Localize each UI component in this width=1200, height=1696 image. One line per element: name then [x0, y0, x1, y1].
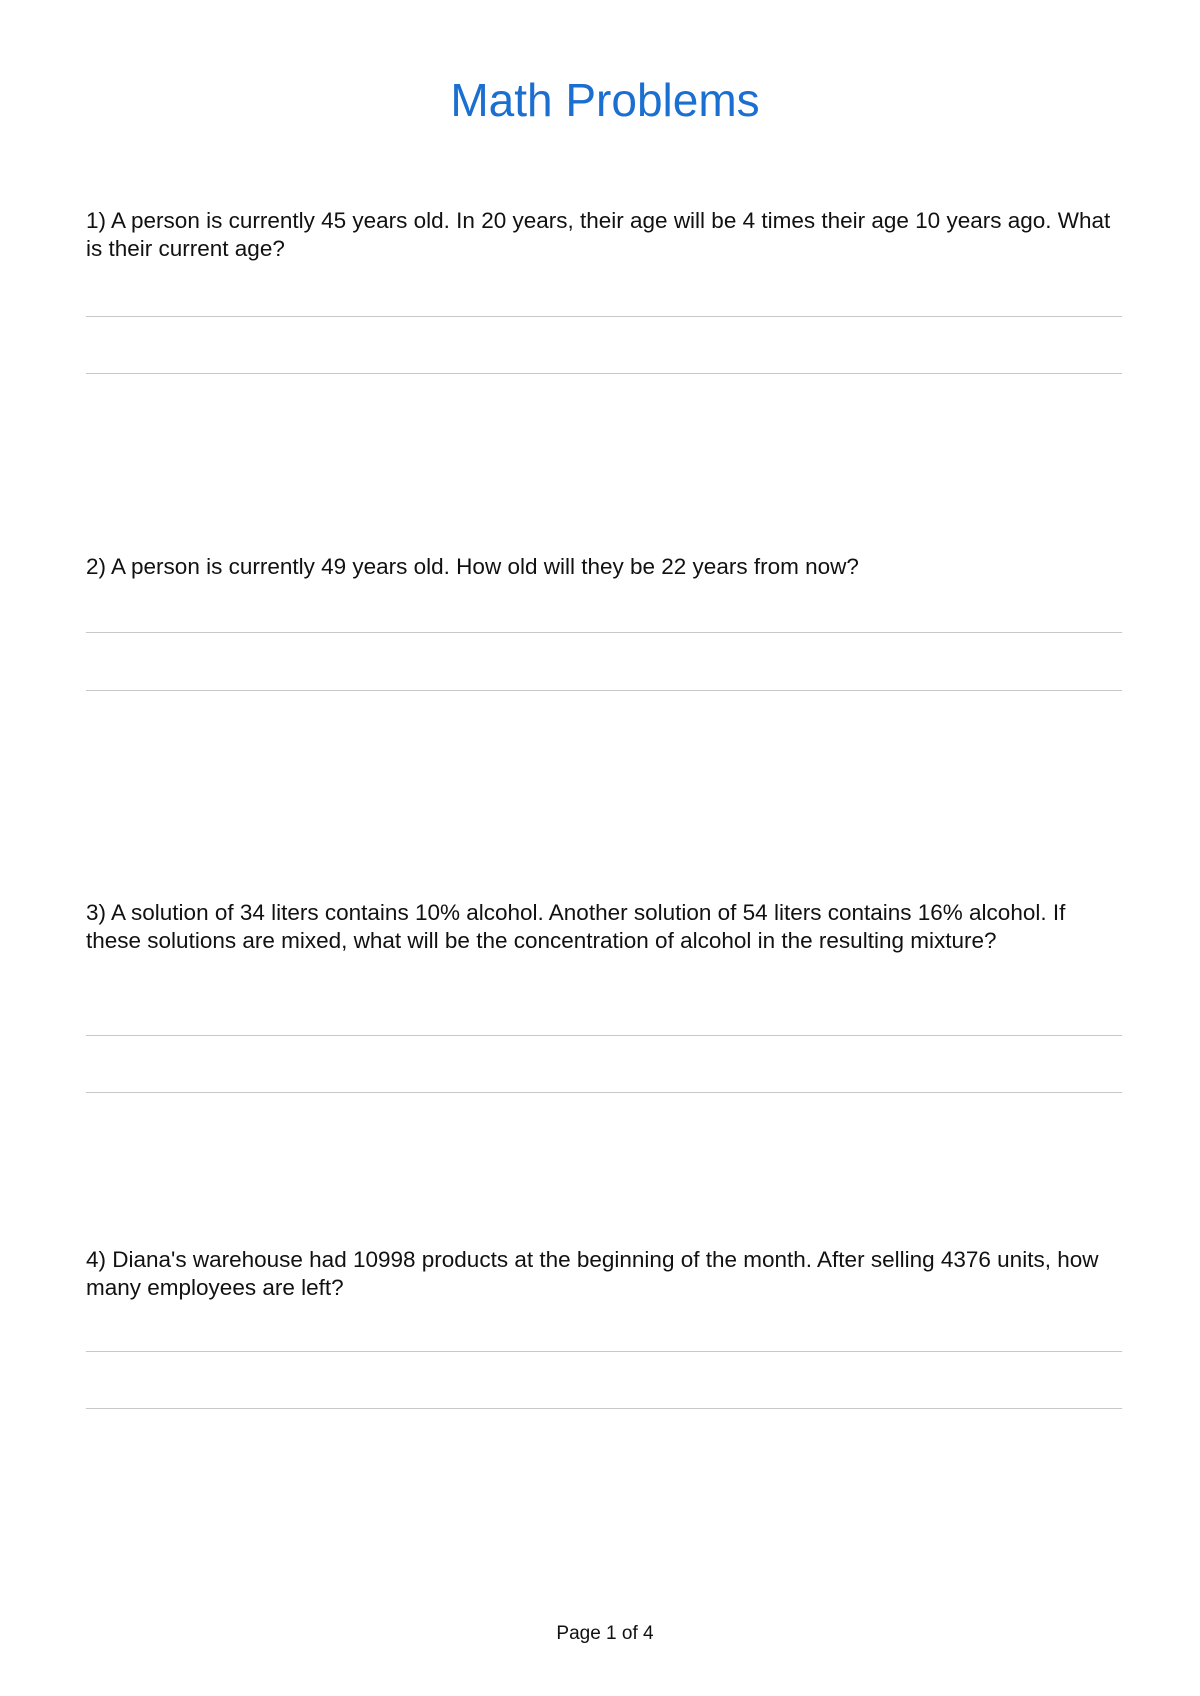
problem-4-answer-line-2	[86, 1408, 1122, 1409]
page-title: Math Problems	[450, 74, 760, 126]
problem-3-text: 3) A solution of 34 liters contains 10% alcohol. Another solution of 54 liters contains 16% alcohol. If these solutions are mixed, what will be the concentration of alcohol in the resulting mixture?	[86, 900, 1066, 953]
problem-2-answer-line-1	[86, 632, 1122, 633]
problem-1-answer-line-2	[86, 373, 1122, 374]
problem-2-answer-line-2	[86, 690, 1122, 691]
problem-4	[86, 1246, 1126, 1302]
problem-1-answer-line-1	[86, 316, 1122, 317]
problem-1	[86, 207, 1126, 263]
problem-3-answer-line-1	[86, 1035, 1122, 1036]
problem-2	[86, 553, 1126, 581]
problem-3	[86, 899, 1126, 955]
problem-4-text: 4) Diana's warehouse had 10998 products at the beginning of the month. After selling 4376 units, how many employees are left?	[86, 1247, 1099, 1300]
page-number: Page 1 of 4	[556, 1623, 654, 1644]
problem-2-text: 2) A person is currently 49 years old. How old will they be 22 years from now?	[86, 554, 859, 579]
problem-1-text: 1) A person is currently 45 years old. In 20 years, their age will be 4 times their age 10 years ago. What is their current age?	[86, 208, 1111, 261]
problem-4-answer-line-1	[86, 1351, 1122, 1352]
problem-3-answer-line-2	[86, 1092, 1122, 1093]
